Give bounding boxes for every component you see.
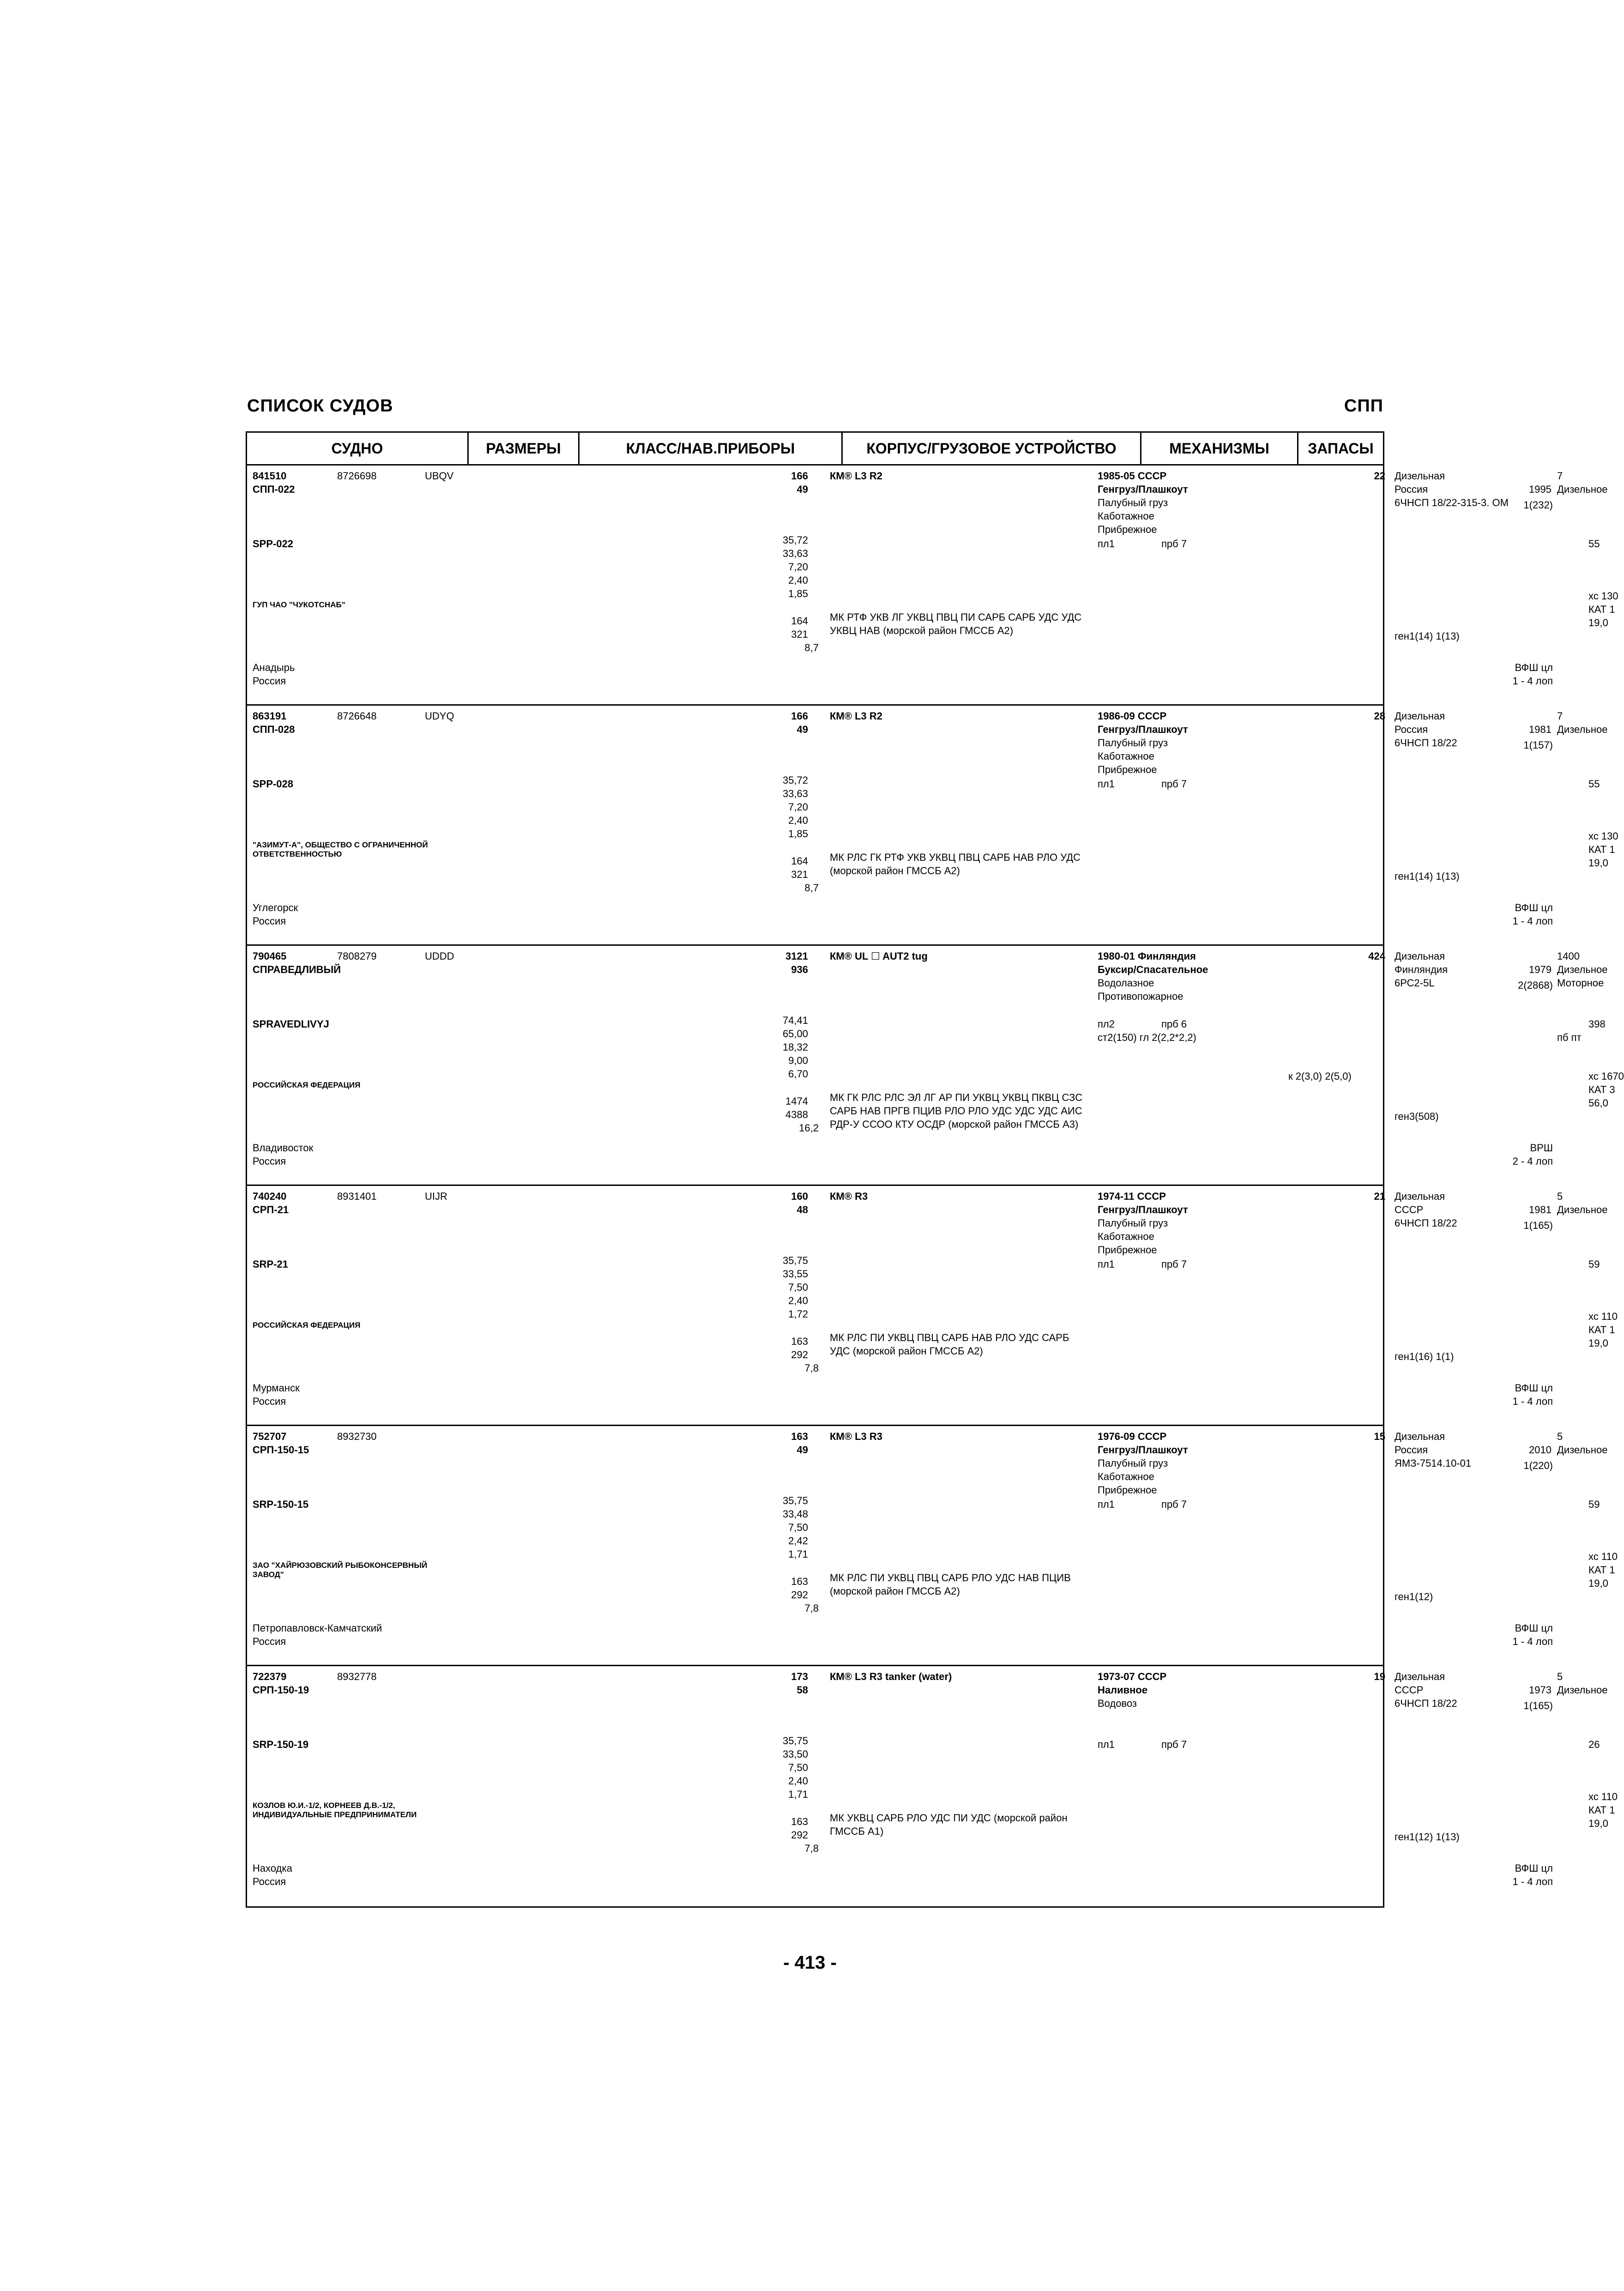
length-pp: 33,50 (782, 1748, 808, 1760)
imo-number: 8726698 (337, 470, 377, 482)
category: КАТ 1 (1588, 1564, 1615, 1576)
bulkheads: прб 7 (1161, 778, 1187, 790)
engine-type: Дизельная (1395, 1431, 1445, 1442)
displacement: 4388 (785, 1109, 808, 1120)
displacement: 321 (791, 629, 808, 640)
nav-equipment: МК ГК РЛС РЛС ЭЛ ЛГ АР ПИ УКВЦ УКВЦ ПКВЦ СЗС САРБ НАВ ПРГВ ПЦИВ РЛО РЛО УДС УДС УДС АИС РДР-У ССОО КТУ ОСДР (морской район ГМССБ А3) (830, 1092, 1083, 1130)
home-port: Владивосток (253, 1142, 314, 1154)
type-detail: Противопожарное (1098, 991, 1183, 1002)
fuel-type: Дизельное (1557, 1444, 1608, 1456)
generators: ген1(14) 1(13) (1395, 870, 1460, 882)
cargo-gear: ст2(150) гл 2(2,2*2,2) (1098, 1032, 1196, 1043)
speed: 7,8 (804, 1602, 819, 1614)
ship-name: СПП-022 (253, 484, 295, 495)
call-sign: UBQV (425, 470, 454, 482)
engine-year: 1979 (1529, 964, 1552, 975)
autonomy: хс 130 (1588, 590, 1618, 602)
ship-name: СПП-028 (253, 724, 295, 735)
imo-number: 8726648 (337, 710, 377, 722)
depth: 2,40 (788, 1775, 808, 1787)
generators: ген1(12) (1395, 1591, 1433, 1602)
fuel-type: Дизельное (1557, 724, 1608, 735)
autonomy: хс 110 (1588, 1551, 1618, 1562)
engine-year: 1995 (1529, 484, 1552, 495)
engine-country: Финляндия (1395, 964, 1448, 975)
net-tonnage: 49 (797, 1444, 808, 1456)
ship-type: Генгруз/Плашкоут (1098, 484, 1188, 495)
draught: 6,70 (788, 1068, 808, 1080)
length-overall: 35,72 (782, 774, 808, 786)
engine-year: 1981 (1529, 1204, 1552, 1215)
autonomy: хс 130 (1588, 830, 1618, 842)
ship-name: СПРАВЕДЛИВЫЙ (253, 964, 341, 975)
nav-equipment: МК РТФ УКВ ЛГ УКВЦ ПВЦ ПИ САРБ САРБ УДС УДС УКВЦ НАВ (морской район ГМССБ А2) (830, 611, 1082, 636)
type-detail: Палубный груз (1098, 1217, 1168, 1229)
ship-type: Генгруз/Плашкоут (1098, 1204, 1188, 1215)
fuel-type: Дизельное (1557, 964, 1608, 975)
engine-type: Дизельная (1395, 1671, 1445, 1682)
call-sign: UIJR (425, 1191, 447, 1202)
deadweight: 163 (791, 1336, 808, 1347)
propeller: ВФШ цл (1515, 1622, 1553, 1634)
build-year-country: 1985-05 СССР (1098, 470, 1167, 482)
decks: пл1 (1098, 778, 1115, 790)
generators: ген1(16) 1(1) (1395, 1351, 1454, 1362)
imo-number: 8931401 (337, 1191, 377, 1202)
decks: пл2 (1098, 1018, 1115, 1030)
breadth: 18,32 (782, 1041, 808, 1053)
propeller: ВФШ цл (1515, 1382, 1553, 1394)
water-capacity: 55 (1588, 778, 1600, 790)
propeller: ВРШ (1530, 1142, 1553, 1154)
owner: ГУП ЧАО "ЧУКОТСНАБ" (253, 600, 345, 609)
propeller-blades: 1 - 4 лоп (1512, 1876, 1553, 1887)
engine-model: 6ЧНСП 18/22 (1395, 1217, 1457, 1229)
country: Россия (253, 1636, 286, 1647)
imo-number: 7808279 (337, 950, 377, 962)
draught: 1,85 (788, 588, 808, 599)
ship-type: Буксир/Спасательное (1098, 964, 1208, 975)
imo-number: 8932778 (337, 1671, 377, 1682)
column-header-vessel: СУДНО (247, 433, 469, 464)
category: КАТ 1 (1588, 844, 1615, 855)
ship-type: Генгруз/Плашкоут (1098, 724, 1188, 735)
depth: 9,00 (788, 1055, 808, 1066)
fuel-capacity: 5 (1557, 1431, 1563, 1442)
engine-power: 2(2868) (1518, 979, 1553, 991)
ship-record (247, 1426, 1618, 1666)
fuel-type: Дизельное (1557, 484, 1608, 495)
displacement: 292 (791, 1829, 808, 1841)
displacement: 292 (791, 1589, 808, 1601)
supply-value: 19,0 (1588, 1337, 1608, 1349)
reg-number: 790465 (253, 950, 287, 962)
gross-tonnage: 166 (791, 470, 808, 482)
propeller-blades: 1 - 4 лоп (1512, 1636, 1553, 1647)
type-detail: Прибрежное (1098, 1484, 1157, 1496)
type-detail: Каботажное (1098, 1471, 1154, 1482)
type-detail: Прибрежное (1098, 524, 1157, 535)
engine-country: Россия (1395, 1444, 1428, 1456)
propeller: ВФШ цл (1515, 902, 1553, 913)
displacement: 292 (791, 1349, 808, 1360)
crew-count: 28 (1374, 710, 1385, 722)
gross-tonnage: 166 (791, 710, 808, 722)
bulkheads: прб 6 (1161, 1018, 1187, 1030)
owner: РОССИЙСКАЯ ФЕДЕРАЦИЯ (253, 1321, 361, 1330)
cargo-gear-extra: к 2(3,0) 2(5,0) (1288, 1070, 1352, 1082)
gross-tonnage: 163 (791, 1431, 808, 1442)
column-header-machinery: МЕХАНИЗМЫ (1141, 433, 1298, 464)
propeller: ВФШ цл (1515, 662, 1553, 673)
type-detail: Водовоз (1098, 1698, 1137, 1709)
speed: 7,8 (804, 1362, 819, 1374)
call-sign: UDDD (425, 950, 454, 962)
type-detail: Каботажное (1098, 510, 1154, 522)
length-overall: 35,72 (782, 534, 808, 546)
ship-type: Генгруз/Плашкоут (1098, 1444, 1188, 1456)
home-port: Углегорск (253, 902, 298, 913)
owner: КОЗЛОВ Ю.И.-1/2, КОРНЕЕВ Д.В.-1/2, ИНДИВИДУАЛЬНЫЕ ПРЕДПРИНИМАТЕЛИ (253, 1801, 417, 1819)
engine-model: 6ЧНСП 18/22-315-3. ОМ (1395, 497, 1509, 508)
water-capacity: 55 (1588, 538, 1600, 550)
call-sign: UDYQ (425, 710, 454, 722)
engine-power: 1(220) (1523, 1460, 1553, 1471)
ship-record (247, 706, 1618, 946)
breadth: 7,50 (788, 1522, 808, 1533)
crew-count: 424 (1368, 950, 1385, 962)
owner: РОССИЙСКАЯ ФЕДЕРАЦИЯ (253, 1081, 361, 1089)
ship-record (247, 465, 1618, 706)
net-tonnage: 936 (791, 964, 808, 975)
engine-type: Дизельная (1395, 1191, 1445, 1202)
net-tonnage: 49 (797, 484, 808, 495)
deadweight: 164 (791, 855, 808, 867)
section-code: СПП (1344, 396, 1383, 416)
engine-model: 6РС2-5L (1395, 977, 1435, 989)
engine-power: 1(165) (1523, 1220, 1553, 1231)
home-port: Находка (253, 1862, 292, 1874)
column-header-hull: КОРПУС/ГРУЗОВОЕ УСТРОЙСТВО (843, 433, 1141, 464)
generators: ген1(12) 1(13) (1395, 1831, 1460, 1843)
owner: "АЗИМУТ-А", ОБЩЕСТВО С ОГРАНИЧЕННОЙ ОТВЕТСТВЕННОСТЬЮ (253, 840, 428, 858)
gross-tonnage: 173 (791, 1671, 808, 1682)
type-detail: Каботажное (1098, 1231, 1154, 1242)
deadweight: 164 (791, 615, 808, 627)
fuel-capacity: 5 (1557, 1671, 1563, 1682)
gross-tonnage: 3121 (785, 950, 808, 962)
depth: 2,40 (788, 815, 808, 826)
column-header-supplies: ЗАПАСЫ (1308, 440, 1374, 457)
nav-equipment: МК УКВЦ САРБ РЛО УДС ПИ УДС (морской район ГМССБ А1) (830, 1812, 1068, 1837)
decks: пл1 (1098, 1499, 1115, 1510)
fuel-capacity: 1400 (1557, 950, 1580, 962)
water-capacity: 398 (1588, 1018, 1606, 1030)
ship-record (247, 946, 1624, 1186)
type-detail: Водолазное (1098, 977, 1154, 989)
net-tonnage: 48 (797, 1204, 808, 1215)
speed: 16,2 (799, 1122, 819, 1134)
engine-power: 1(232) (1523, 499, 1553, 511)
country: Россия (253, 1396, 286, 1407)
length-overall: 35,75 (782, 1495, 808, 1506)
fuel-type: Дизельное (1557, 1204, 1608, 1215)
length-pp: 65,00 (782, 1028, 808, 1040)
ship-name-latin: SPP-028 (253, 778, 294, 790)
propeller-blades: 2 - 4 лоп (1512, 1155, 1553, 1167)
class-notation: КМ® UL ☐ AUT2 tug (830, 950, 928, 962)
reg-number: 863191 (253, 710, 287, 722)
supply-value: 19,0 (1588, 857, 1608, 869)
length-pp: 33,48 (782, 1508, 808, 1520)
speed: 7,8 (804, 1843, 819, 1854)
depth: 2,42 (788, 1535, 808, 1547)
engine-type: Дизельная (1395, 710, 1445, 722)
deadweight: 163 (791, 1576, 808, 1587)
engine-model: ЯМЗ-7514.10-01 (1395, 1457, 1472, 1469)
length-pp: 33,63 (782, 788, 808, 799)
build-year-country: 1973-07 СССР (1098, 1671, 1167, 1682)
breadth: 7,50 (788, 1282, 808, 1293)
ship-name-latin: SPRAVEDLIVYJ (253, 1018, 329, 1030)
depth: 2,40 (788, 574, 808, 586)
draught: 1,71 (788, 1548, 808, 1560)
speed: 8,7 (804, 642, 819, 653)
length-pp: 33,63 (782, 548, 808, 559)
generators: ген3(508) (1395, 1111, 1439, 1122)
build-year-country: 1976-09 СССР (1098, 1431, 1167, 1442)
deadweight: 1474 (785, 1095, 808, 1107)
water-capacity: 59 (1588, 1499, 1600, 1510)
type-detail: Прибрежное (1098, 764, 1157, 775)
depth: 2,40 (788, 1295, 808, 1306)
ship-name: СРП-21 (253, 1204, 289, 1215)
page-title: СПИСОК СУДОВ (247, 396, 393, 416)
build-year-country: 1980-01 Финляндия (1098, 950, 1196, 962)
engine-type: Дизельная (1395, 950, 1445, 962)
fuel-capacity: 7 (1557, 710, 1563, 722)
type-detail: Прибрежное (1098, 1244, 1157, 1256)
ship-name-latin: SPP-022 (253, 538, 294, 550)
displacement: 321 (791, 869, 808, 880)
tank-label: пб пт (1557, 1032, 1582, 1043)
ships-table (246, 431, 1624, 1908)
bulkheads: прб 7 (1161, 538, 1187, 550)
ship-name: СРП-150-15 (253, 1444, 309, 1456)
type-detail: Палубный груз (1098, 1457, 1168, 1469)
draught: 1,71 (788, 1789, 808, 1800)
country: Россия (253, 1155, 286, 1167)
engine-power: 1(157) (1523, 739, 1553, 751)
engine-country: Россия (1395, 724, 1428, 735)
supply-value: 56,0 (1588, 1097, 1608, 1109)
water-capacity: 59 (1588, 1258, 1600, 1270)
category: КАТ 1 (1588, 1324, 1615, 1336)
autonomy: хс 110 (1588, 1791, 1618, 1802)
engine-type: Дизельная (1395, 470, 1445, 482)
type-detail: Палубный груз (1098, 497, 1168, 508)
nav-equipment: МК РЛС ПИ УКВЦ ПВЦ САРБ РЛО УДС НАВ ПЦИВ (морской район ГМССБ А2) (830, 1572, 1071, 1597)
crew-count: 19 (1374, 1671, 1385, 1682)
breadth: 7,20 (788, 801, 808, 813)
build-year-country: 1974-11 СССР (1098, 1191, 1166, 1202)
generators: ген1(14) 1(13) (1395, 630, 1460, 642)
engine-country: СССР (1395, 1204, 1424, 1215)
propeller-blades: 1 - 4 лоп (1512, 1396, 1553, 1407)
length-overall: 74,41 (782, 1015, 808, 1026)
category: КАТ 1 (1588, 1804, 1615, 1816)
fuel-capacity: 5 (1557, 1191, 1563, 1202)
crew-count: 15 (1374, 1431, 1385, 1442)
class-notation: КМ® L3 R3 (830, 1431, 882, 1442)
oil-type: Моторное (1557, 977, 1604, 989)
ship-name-latin: SRP-150-19 (253, 1739, 309, 1750)
propeller-blades: 1 - 4 лоп (1512, 915, 1553, 927)
engine-year: 1973 (1529, 1684, 1552, 1696)
reg-number: 740240 (253, 1191, 287, 1202)
speed: 8,7 (804, 882, 819, 894)
column-header-dimensions: РАЗМЕРЫ (469, 433, 580, 464)
fuel-capacity: 7 (1557, 470, 1563, 482)
imo-number: 8932730 (337, 1431, 377, 1442)
class-notation: КМ® L3 R2 (830, 710, 882, 722)
owner: ЗАО "ХАЙРЮЗОВСКИЙ РЫБОКОНСЕРВНЫЙ ЗАВОД" (253, 1561, 428, 1579)
table-header (247, 433, 1383, 465)
decks: пл1 (1098, 538, 1115, 550)
draught: 1,72 (788, 1308, 808, 1320)
class-notation: КМ® L3 R3 tanker (water) (830, 1671, 952, 1682)
category: КАТ 1 (1588, 604, 1615, 615)
engine-country: СССР (1395, 1684, 1424, 1696)
supply-value: 19,0 (1588, 1818, 1608, 1829)
deadweight: 163 (791, 1816, 808, 1827)
country: Россия (253, 1876, 286, 1887)
crew-count: 22 (1374, 470, 1385, 482)
decks: пл1 (1098, 1739, 1115, 1750)
engine-country: Россия (1395, 484, 1428, 495)
nav-equipment: МК РЛС ГК РТФ УКВ УКВЦ ПВЦ САРБ НАВ РЛО УДС (морской район ГМССБ А2) (830, 852, 1081, 877)
bulkheads: прб 7 (1161, 1499, 1187, 1510)
decks: пл1 (1098, 1258, 1115, 1270)
bulkheads: прб 7 (1161, 1739, 1187, 1750)
breadth: 7,50 (788, 1762, 808, 1773)
fuel-type: Дизельное (1557, 1684, 1608, 1696)
category: КАТ 3 (1588, 1084, 1615, 1095)
home-port: Мурманск (253, 1382, 300, 1394)
supply-value: 19,0 (1588, 617, 1608, 629)
ship-record (247, 1666, 1618, 1906)
country: Россия (253, 675, 286, 687)
build-year-country: 1986-09 СССР (1098, 710, 1167, 722)
bulkheads: прб 7 (1161, 1258, 1187, 1270)
engine-year: 1981 (1529, 724, 1552, 735)
propeller: ВФШ цл (1515, 1862, 1553, 1874)
net-tonnage: 49 (797, 724, 808, 735)
reg-number: 752707 (253, 1431, 287, 1442)
supply-value: 19,0 (1588, 1578, 1608, 1589)
column-header-class: КЛАСС/НАВ.ПРИБОРЫ (580, 433, 843, 464)
type-detail: Каботажное (1098, 750, 1154, 762)
ship-name: СРП-150-19 (253, 1684, 309, 1696)
class-notation: КМ® R3 (830, 1191, 868, 1202)
net-tonnage: 58 (797, 1684, 808, 1696)
type-detail: Палубный груз (1098, 737, 1168, 749)
engine-model: 6ЧНСП 18/22 (1395, 737, 1457, 749)
reg-number: 722379 (253, 1671, 287, 1682)
nav-equipment: МК РЛС ПИ УКВЦ ПВЦ САРБ НАВ РЛО УДС САРБ УДС (морской район ГМССБ А2) (830, 1332, 1069, 1357)
page-number: - 413 - (783, 1952, 837, 1973)
country: Россия (253, 915, 286, 927)
length-pp: 33,55 (782, 1268, 808, 1280)
autonomy: хс 110 (1588, 1311, 1618, 1322)
home-port: Анадырь (253, 662, 295, 673)
ship-type: Наливное (1098, 1684, 1148, 1696)
reg-number: 841510 (253, 470, 287, 482)
gross-tonnage: 160 (791, 1191, 808, 1202)
ship-name-latin: SRP-21 (253, 1258, 289, 1270)
water-capacity: 26 (1588, 1739, 1600, 1750)
crew-count: 21 (1374, 1191, 1385, 1202)
ship-record (247, 1186, 1618, 1426)
table-body (247, 465, 1624, 1906)
engine-year: 2010 (1529, 1444, 1552, 1456)
home-port: Петропавловск-Камчатский (253, 1622, 382, 1634)
propeller-blades: 1 - 4 лоп (1512, 675, 1553, 687)
length-overall: 35,75 (782, 1735, 808, 1747)
autonomy: хс 1670 (1588, 1070, 1624, 1082)
length-overall: 35,75 (782, 1255, 808, 1266)
engine-model: 6ЧНСП 18/22 (1395, 1698, 1457, 1709)
draught: 1,85 (788, 828, 808, 840)
engine-power: 1(165) (1523, 1700, 1553, 1711)
ship-name-latin: SRP-150-15 (253, 1499, 309, 1510)
breadth: 7,20 (788, 561, 808, 573)
class-notation: КМ® L3 R2 (830, 470, 882, 482)
